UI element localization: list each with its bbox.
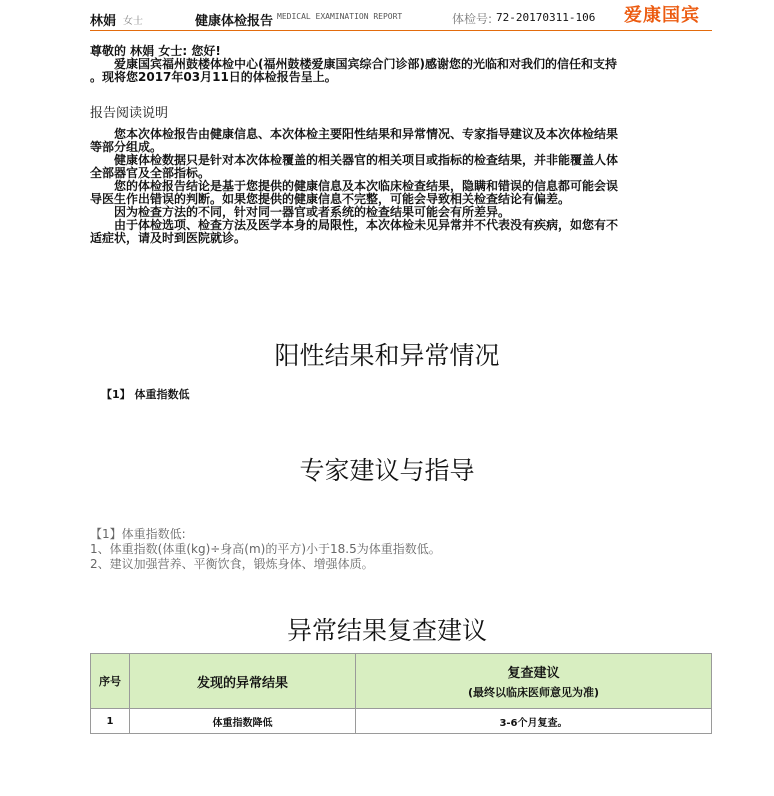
expert-advice-heading: 专家建议与指导 <box>299 456 475 485</box>
col-header-finding <box>130 654 356 709</box>
positive-result-item: 【1】 体重指数低 <box>101 388 190 401</box>
recheck-heading: 异常结果复查建议 <box>286 616 487 645</box>
guide-line: 适症状，请及时到医院就诊。 <box>90 231 247 245</box>
guide-line: 健康体检数据只是针对本次体检覆盖的相关器官的相关项目或指标的检查结果，并非能覆盖人体 <box>90 153 619 167</box>
recheck-table <box>90 653 712 734</box>
col-header-advice-label: 复查建议 <box>507 666 560 681</box>
guide-line: 导医生作出错误的判断。如果您提供的健康信息不完整，可能会导致相关检查结论有偏差。 <box>90 192 571 206</box>
report-header <box>90 0 712 31</box>
report-subtitle: MEDICAL EXAMINATION REPORT <box>277 12 403 21</box>
guide-line: 全部器官及全部指标。 <box>90 166 211 180</box>
guide-line: 您的体检报告结论是基于您提供的健康信息及本次临床检查结果，隐瞒和错误的信息都可能会误 <box>90 179 619 193</box>
guide-line: 等部分组成。 <box>90 140 163 154</box>
exam-id: 72-20170311-106 <box>496 11 596 24</box>
greeting-salutation: 尊敬的 林娟 女士: 您好! <box>90 44 221 58</box>
table-row <box>91 709 712 734</box>
cell-advice: 3-6个月复查。 <box>356 709 712 734</box>
report-title: 健康体检报告 <box>195 14 274 29</box>
positive-results-heading: 阳性结果和异常情况 <box>274 341 500 370</box>
cell-no: 1 <box>91 709 130 734</box>
advice-line: 【1】体重指数低: <box>90 527 186 541</box>
exam-id-label: 体检号: <box>452 12 493 26</box>
guide-title: 报告阅读说明 <box>90 106 169 121</box>
advice-line: 1、体重指数(体重(kg)÷身高(m)的平方)小于18.5为体重指数低。 <box>90 542 441 556</box>
recheck-table-header-row <box>91 654 712 709</box>
patient-name: 林娟 <box>90 14 117 29</box>
brand-logo-text: 爱康国宾 <box>624 5 700 26</box>
col-header-no: 序号 <box>91 654 130 709</box>
col-header-advice-note: (最终以临床医师意见为准) <box>467 686 600 699</box>
greeting-line-1: 爱康国宾福州鼓楼体检中心(福州鼓楼爱康国宾综合门诊部)感谢您的光临和对我们的信任和支持 <box>90 57 617 71</box>
guide-line: 因为检查方法的不同，针对同一器官或者系统的检查结果可能会有所差异。 <box>90 205 511 219</box>
cell-finding: 体重指数降低 <box>130 709 356 734</box>
patient-gender: 女士 <box>123 16 143 27</box>
guide-line: 您本次体检报告由健康信息、本次体检主要阳性结果和异常情况、专家指导建议及本次体检结果 <box>90 127 619 141</box>
advice-line: 2、建议加强营养、平衡饮食，锻炼身体、增强体质。 <box>90 557 374 571</box>
col-header-finding-label: 发现的异常结果 <box>196 675 288 691</box>
greeting-line-2: 。现将您2017年03月11日的体检报告呈上。 <box>90 70 337 84</box>
col-header-advice <box>356 654 712 709</box>
guide-line: 由于体检选项、检查方法及医学本身的局限性，本次体检未见异常并不代表没有疾病，如您有不 <box>90 218 619 232</box>
